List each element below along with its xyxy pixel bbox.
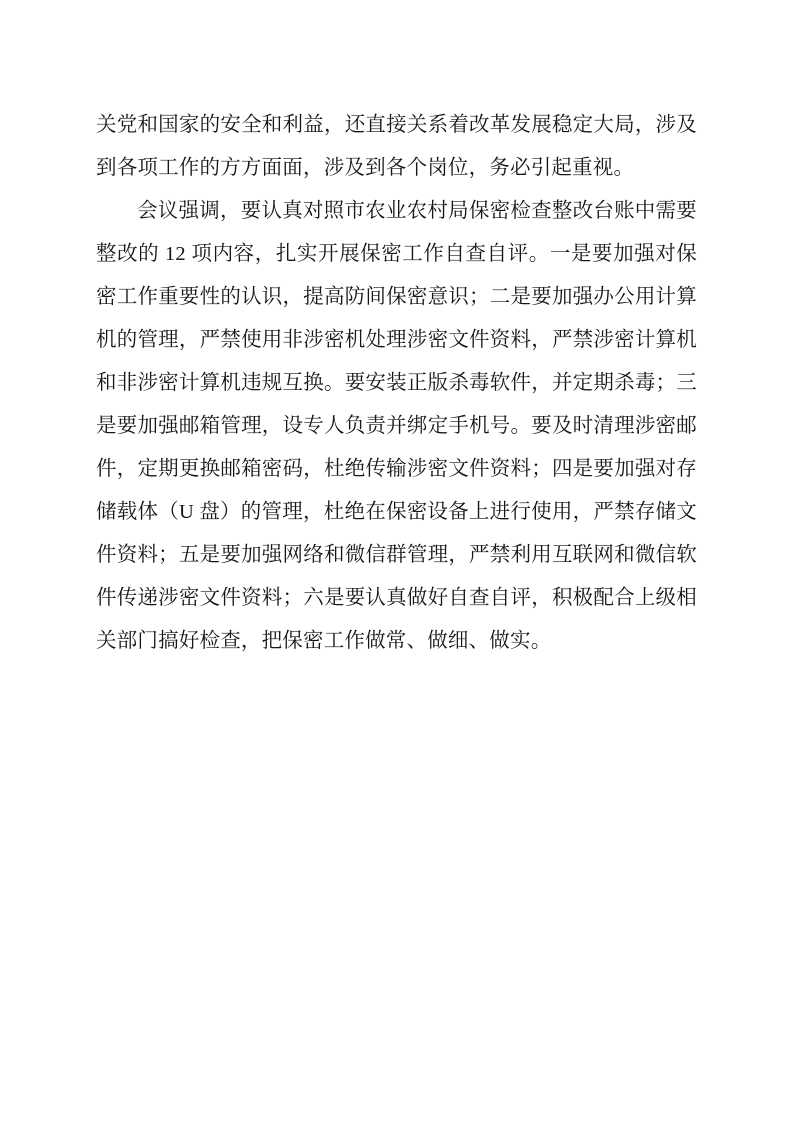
document-body	[96, 104, 697, 663]
paragraph-meeting-emphasis: 会议强调，要认真对照市农业农村局保密检查整改台账中需要整改的 12 项内容，扎实开展保密工作自查自评。一是要加强对保密工作重要性的认识，提高防间保密意识；二是要加强办公用计算机的管理，严禁使用非涉密机处理涉密文件资料，严禁涉密计算机和非涉密计算机违规互换。要安装正版杀毒软件，并定期杀毒；三是要加强邮箱管理，设专人负责并绑定手机号。要及时清理涉密邮件，定期更换邮箱密码，杜绝传输涉密文件资料；四是要加强对存储载体（U 盘）的管理，杜绝在保密设备上进行使用，严禁存储文件资料；五是要加强网络和微信群管理，严禁利用互联网和微信软件传递涉密文件资料；六是要认真做好自查自评，积极配合上级相关部门搞好检查，把保密工作做常、做细、做实。	[96, 200, 697, 652]
paragraph-continued: 关党和国家的安全和利益，还直接关系着改革发展稳定大局，涉及到各项工作的方方面面，涉及到各个岗位，务必引起重视。	[96, 114, 697, 179]
